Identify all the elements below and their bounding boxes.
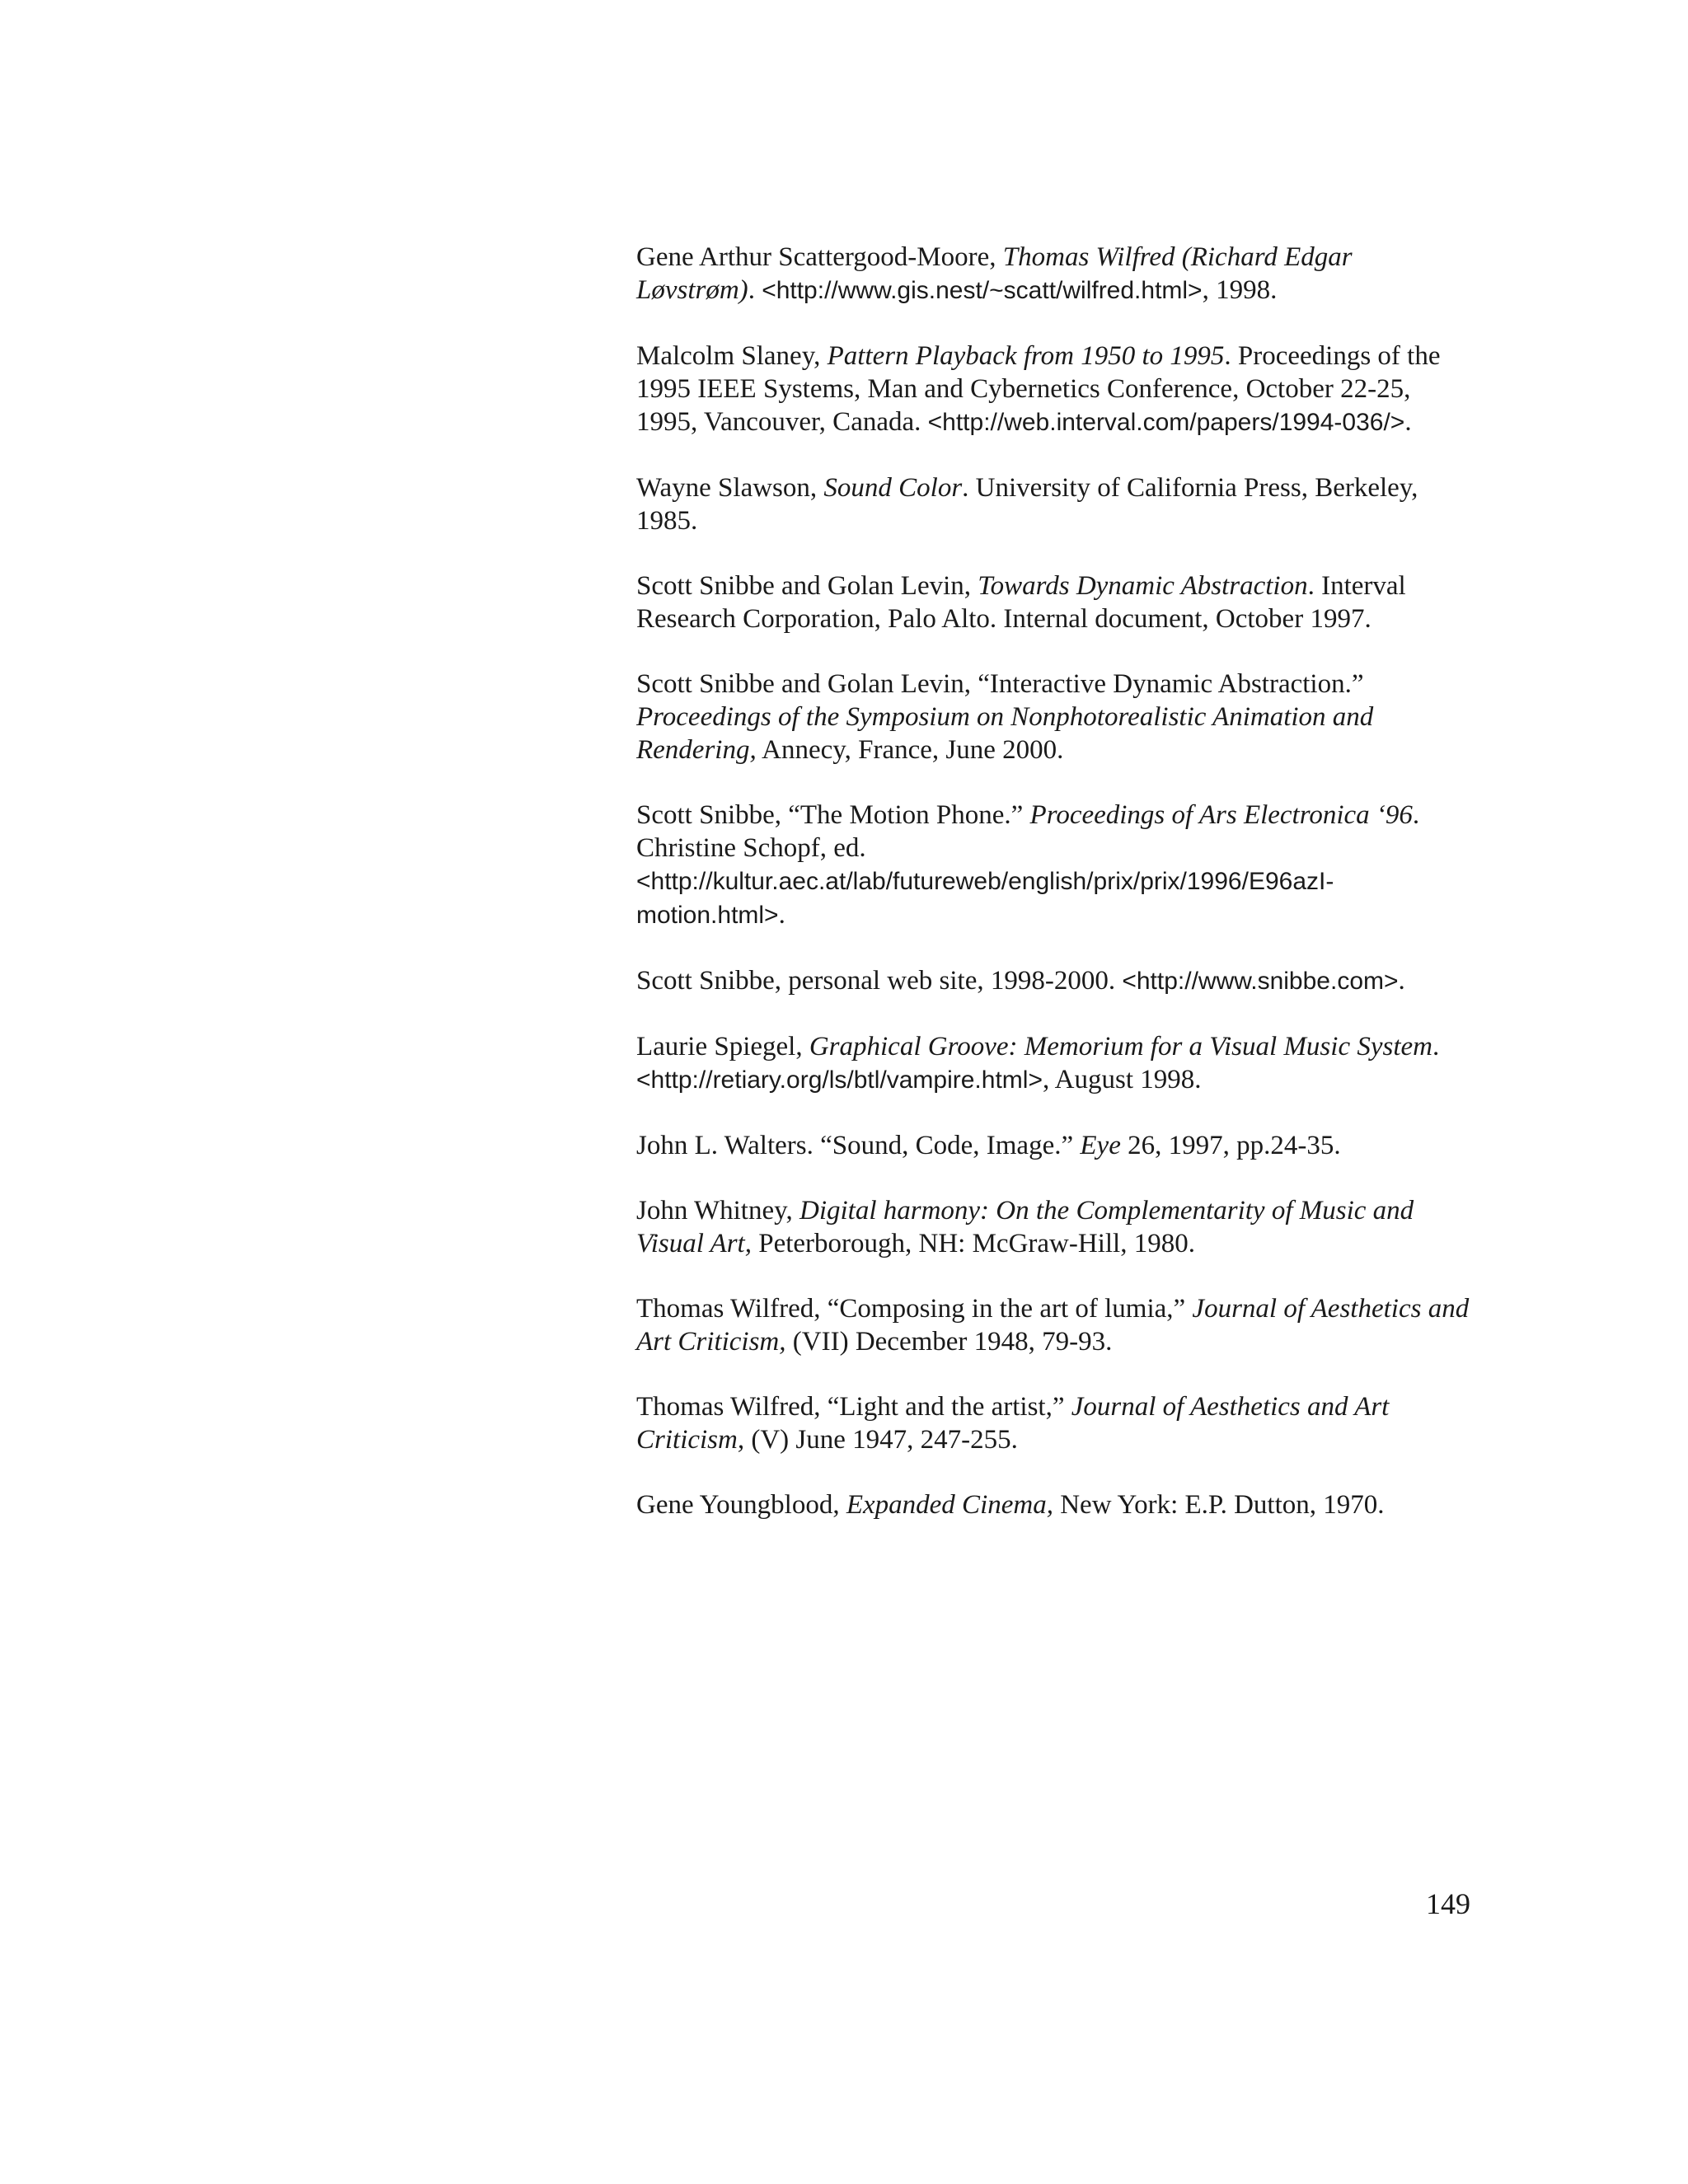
reference-text: (V) June 1947, 247-255. xyxy=(744,1425,1018,1455)
reference-text: Scott Snibbe, personal web site, 1998-2000. xyxy=(636,966,1123,996)
reference-title: Towards Dynamic Abstraction xyxy=(978,571,1308,601)
reference-text: Laurie Spiegel, xyxy=(636,1032,809,1062)
reference-entry xyxy=(636,1292,1477,1358)
reference-text: Peterborough, NH: McGraw-Hill, 1980. xyxy=(751,1229,1195,1258)
reference-text: John Whitney, xyxy=(636,1196,799,1226)
reference-text: Thomas Wilfred, “Light and the artist,” xyxy=(636,1392,1071,1422)
reference-entry xyxy=(636,241,1477,307)
reference-entry xyxy=(636,1194,1477,1260)
reference-title: Sound Color xyxy=(823,473,963,503)
reference-text: . xyxy=(1404,407,1412,437)
reference-url: <http://kultur.aec.at/lab/futureweb/english/prix/prix/1996/E96azI-motion.html> xyxy=(636,868,1334,929)
reference-text: . Christine Schopf, ed. xyxy=(636,800,1420,863)
reference-title: Expanded Cinema, xyxy=(846,1490,1053,1520)
reference-entry xyxy=(636,471,1477,537)
reference-text: John L. Walters. “Sound, Code, Image.” xyxy=(636,1131,1081,1160)
reference-text: Scott Snibbe and Golan Levin, xyxy=(636,571,978,601)
reference-text: Malcolm Slaney, xyxy=(636,341,828,371)
reference-url: <http://web.interval.com/papers/1994-036/> xyxy=(927,409,1405,436)
reference-text: . University of California Press, Berkeley, 1985. xyxy=(636,473,1418,536)
reference-text: 26, 1997, pp.24-35. xyxy=(1120,1131,1341,1160)
reference-text: Gene Youngblood, xyxy=(636,1490,846,1520)
page-number: 149 xyxy=(1426,1887,1470,1920)
reference-entry xyxy=(636,340,1477,439)
reference-title: Proceedings of Ars Electronica ‘96 xyxy=(1029,800,1413,830)
reference-title: Journal of Aesthetics and Art Criticism, xyxy=(636,1294,1470,1357)
reference-text: Thomas Wilfred, “Composing in the art of lumia,” xyxy=(636,1294,1193,1324)
reference-text: , August 1998. xyxy=(1042,1065,1202,1094)
reference-title: Thomas Wilfred (Richard Edgar Løvstrøm) xyxy=(636,242,1353,305)
reference-entry xyxy=(636,964,1477,998)
reference-entry xyxy=(636,1129,1477,1162)
reference-entry xyxy=(636,668,1477,766)
reference-text: . xyxy=(778,900,785,930)
bibliography-list xyxy=(636,241,1477,1554)
reference-text: Annecy, France, June 2000. xyxy=(756,735,1064,765)
reference-text: . xyxy=(1432,1032,1440,1062)
reference-entry xyxy=(636,1390,1477,1456)
reference-text: . Interval Research Corporation, Palo Alto. Internal document, October 1997. xyxy=(636,571,1406,634)
reference-entry xyxy=(636,799,1477,932)
reference-title: Eye xyxy=(1080,1131,1121,1160)
reference-text: (VII) December 1948, 79-93. xyxy=(785,1327,1113,1357)
reference-entry xyxy=(636,1030,1477,1097)
reference-text: Wayne Slawson, xyxy=(636,473,824,503)
reference-title: Graphical Groove: Memorium for a Visual Music System xyxy=(809,1032,1432,1062)
reference-url: <http://retiary.org/ls/btl/vampire.html> xyxy=(636,1066,1043,1094)
reference-text: Gene Arthur Scattergood-Moore, xyxy=(636,242,1003,272)
reference-text: New York: E.P. Dutton, 1970. xyxy=(1053,1490,1385,1520)
reference-text: . xyxy=(1398,966,1405,996)
reference-title: Pattern Playback from 1950 to 1995 xyxy=(827,341,1225,371)
reference-text: Scott Snibbe, “The Motion Phone.” xyxy=(636,800,1030,830)
reference-text: , 1998. xyxy=(1202,275,1278,305)
reference-text: . Proceedings of the 1995 IEEE Systems, Man and Cybernetics Conference, October 22-25, 1995, Vancouver, Canada. xyxy=(636,341,1441,437)
reference-text: Scott Snibbe and Golan Levin, “Interactive Dynamic Abstraction.” xyxy=(636,669,1364,699)
reference-text: . xyxy=(748,275,762,305)
reference-url: <http://www.gis.nest/~scatt/wilfred.html> xyxy=(762,277,1203,304)
reference-title: Digital harmony: On the Complementarity of Music and Visual Art, xyxy=(636,1196,1414,1258)
reference-entry xyxy=(636,1488,1477,1521)
reference-title: Journal of Aesthetics and Art Criticism, xyxy=(636,1392,1390,1455)
reference-title: Proceedings of the Symposium on Nonphotorealistic Animation and Rendering, xyxy=(636,702,1374,765)
reference-url: <http://www.snibbe.com> xyxy=(1122,968,1399,995)
reference-entry xyxy=(636,569,1477,635)
